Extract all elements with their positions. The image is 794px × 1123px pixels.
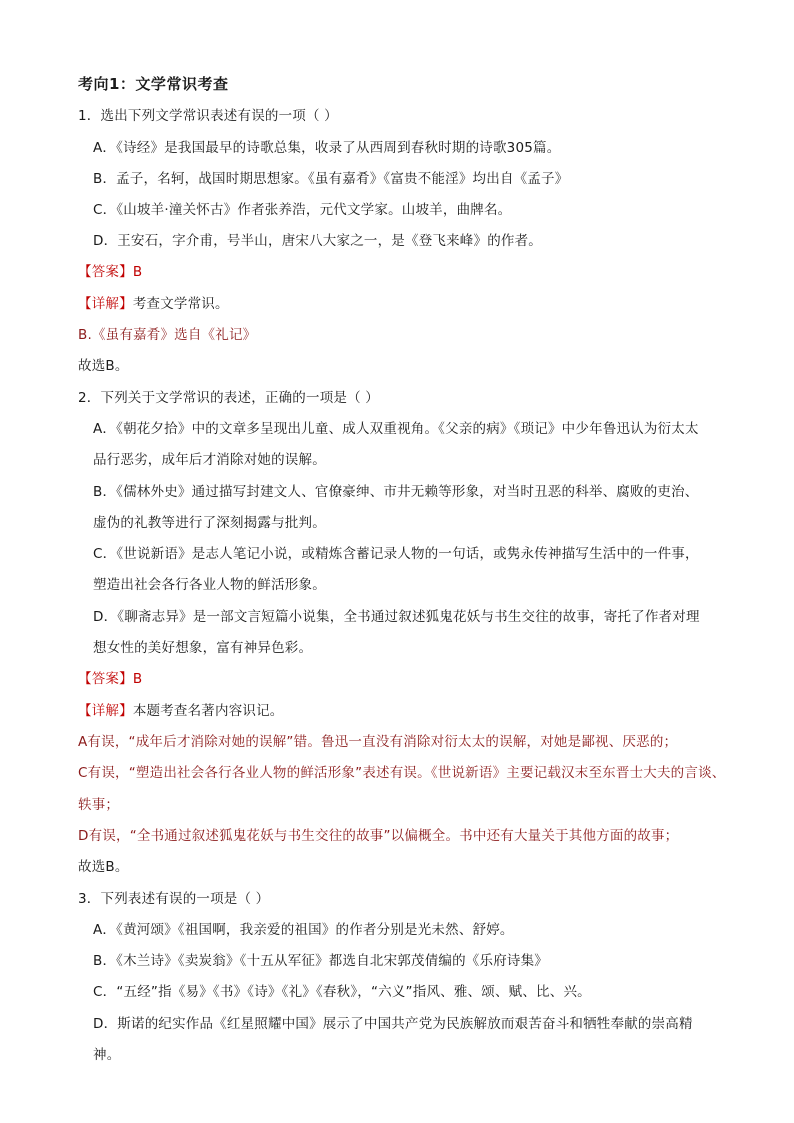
question-1-option-c: C．《山坡羊·潼关怀古》作者张养浩，元代文学家。山坡羊，曲牌名。 — [93, 202, 512, 218]
question-2-option-d-line1: D．《聊斋志异》是一部文言短篇小说集，全书通过叙述狐鬼花妖与书生交往的故事，寄托了作者对理 — [93, 609, 700, 625]
question-1-option-a: A．《诗经》是我国最早的诗歌总集，收录了从西周到春秋时期的诗歌305篇。 — [93, 140, 561, 156]
question-1-stem: 1．选出下列文学常识表述有误的一项（ ） — [78, 108, 338, 124]
question-3-option-d-line1: D．斯诺的纪实作品《红星照耀中国》展示了中国共产党为民族解放而艰苦奋斗和牺牲奉献的崇高精 — [93, 1016, 693, 1032]
question-1-detail — [78, 294, 229, 314]
detail-label: 【详解】 — [78, 703, 133, 719]
question-2-option-a-line1: A．《朝花夕拾》中的文章多呈现出儿童、成人双重视角。《父亲的病》《琐记》中少年鲁迅认为衍太太 — [93, 421, 699, 437]
question-3-option-d-line2: 神。 — [93, 1047, 121, 1063]
question-2-detail — [78, 701, 284, 721]
question-2-explanation-c-line1: C有误，“塑造出社会各行各业人物的鲜活形象”表述有误。《世说新语》主要记载汉末至东晋士大夫的言谈、 — [78, 765, 726, 781]
answer-value: B — [132, 671, 143, 687]
question-1-option-b: B．孟子，名轲，战国时期思想家。《虽有嘉肴》《富贵不能淫》均出自《孟子》 — [93, 171, 569, 187]
question-2-option-d-line2: 想女性的美好想象，富有神异色彩。 — [93, 640, 313, 656]
answer-label: 【答案】 — [78, 671, 133, 687]
question-2-explanation-c-line2: 轶事； — [78, 797, 120, 813]
question-1-explanation: B.《虽有嘉肴》选自《礼记》 — [78, 327, 257, 343]
detail-text: 考查文学常识。 — [132, 296, 229, 312]
question-2-answer — [78, 669, 142, 689]
question-2-conclusion: 故选B。 — [78, 859, 129, 875]
question-2-option-a-line2: 品行恶劣，成年后才消除对她的误解。 — [93, 452, 326, 468]
question-1-option-d: D．王安石，字介甫，号半山，唐宋八大家之一，是《登飞来峰》的作者。 — [93, 233, 542, 249]
question-2-option-c-line2: 塑造出社会各行各业人物的鲜活形象。 — [93, 577, 326, 593]
question-2-option-c-line1: C．《世说新语》是志人笔记小说，或精炼含蓄记录人物的一句话，或隽永传神描写生活中的一件事， — [93, 546, 699, 562]
question-3-option-b: B．《木兰诗》《卖炭翁》《十五从军征》都选自北宋郭茂倩编的《乐府诗集》 — [93, 953, 549, 969]
question-1-conclusion: 故选B。 — [78, 358, 129, 374]
question-2-option-b-line2: 虚伪的礼教等进行了深刻揭露与批判。 — [93, 515, 326, 531]
question-1-answer — [78, 262, 142, 282]
answer-value: B — [132, 264, 143, 280]
question-3-stem: 3．下列表述有误的一项是（ ） — [78, 891, 270, 907]
section-heading: 考向1：文学常识考查 — [78, 75, 229, 93]
question-2-option-b-line1: B．《儒林外史》通过描写封建文人、官僚豪绅、市井无赖等形象，对当时丑恶的科举、腐败的吏治、 — [93, 484, 699, 500]
question-3-option-c: C．“五经”指《易》《书》《诗》《礼》《春秋》，“六义”指风、雅、颂、赋、比、兴。 — [93, 984, 591, 1000]
detail-label: 【详解】 — [78, 296, 133, 312]
question-3-option-a: A．《黄河颂》《祖国啊，我亲爱的祖国》的作者分别是光未然、舒婷。 — [93, 922, 514, 938]
question-2-stem: 2．下列关于文学常识的表述，正确的一项是（ ） — [78, 390, 379, 406]
answer-label: 【答案】 — [78, 264, 133, 280]
question-2-explanation-a: A有误，“成年后才消除对她的误解”错。鲁迅一直没有消除对衍太太的误解，对她是鄙视、厌恶的； — [78, 734, 678, 750]
question-2-explanation-d: D有误，“全书通过叙述狐鬼花妖与书生交往的故事”以偏概全。书中还有大量关于其他方面的故事； — [78, 828, 679, 844]
detail-text: 本题考查名著内容识记。 — [132, 703, 284, 719]
